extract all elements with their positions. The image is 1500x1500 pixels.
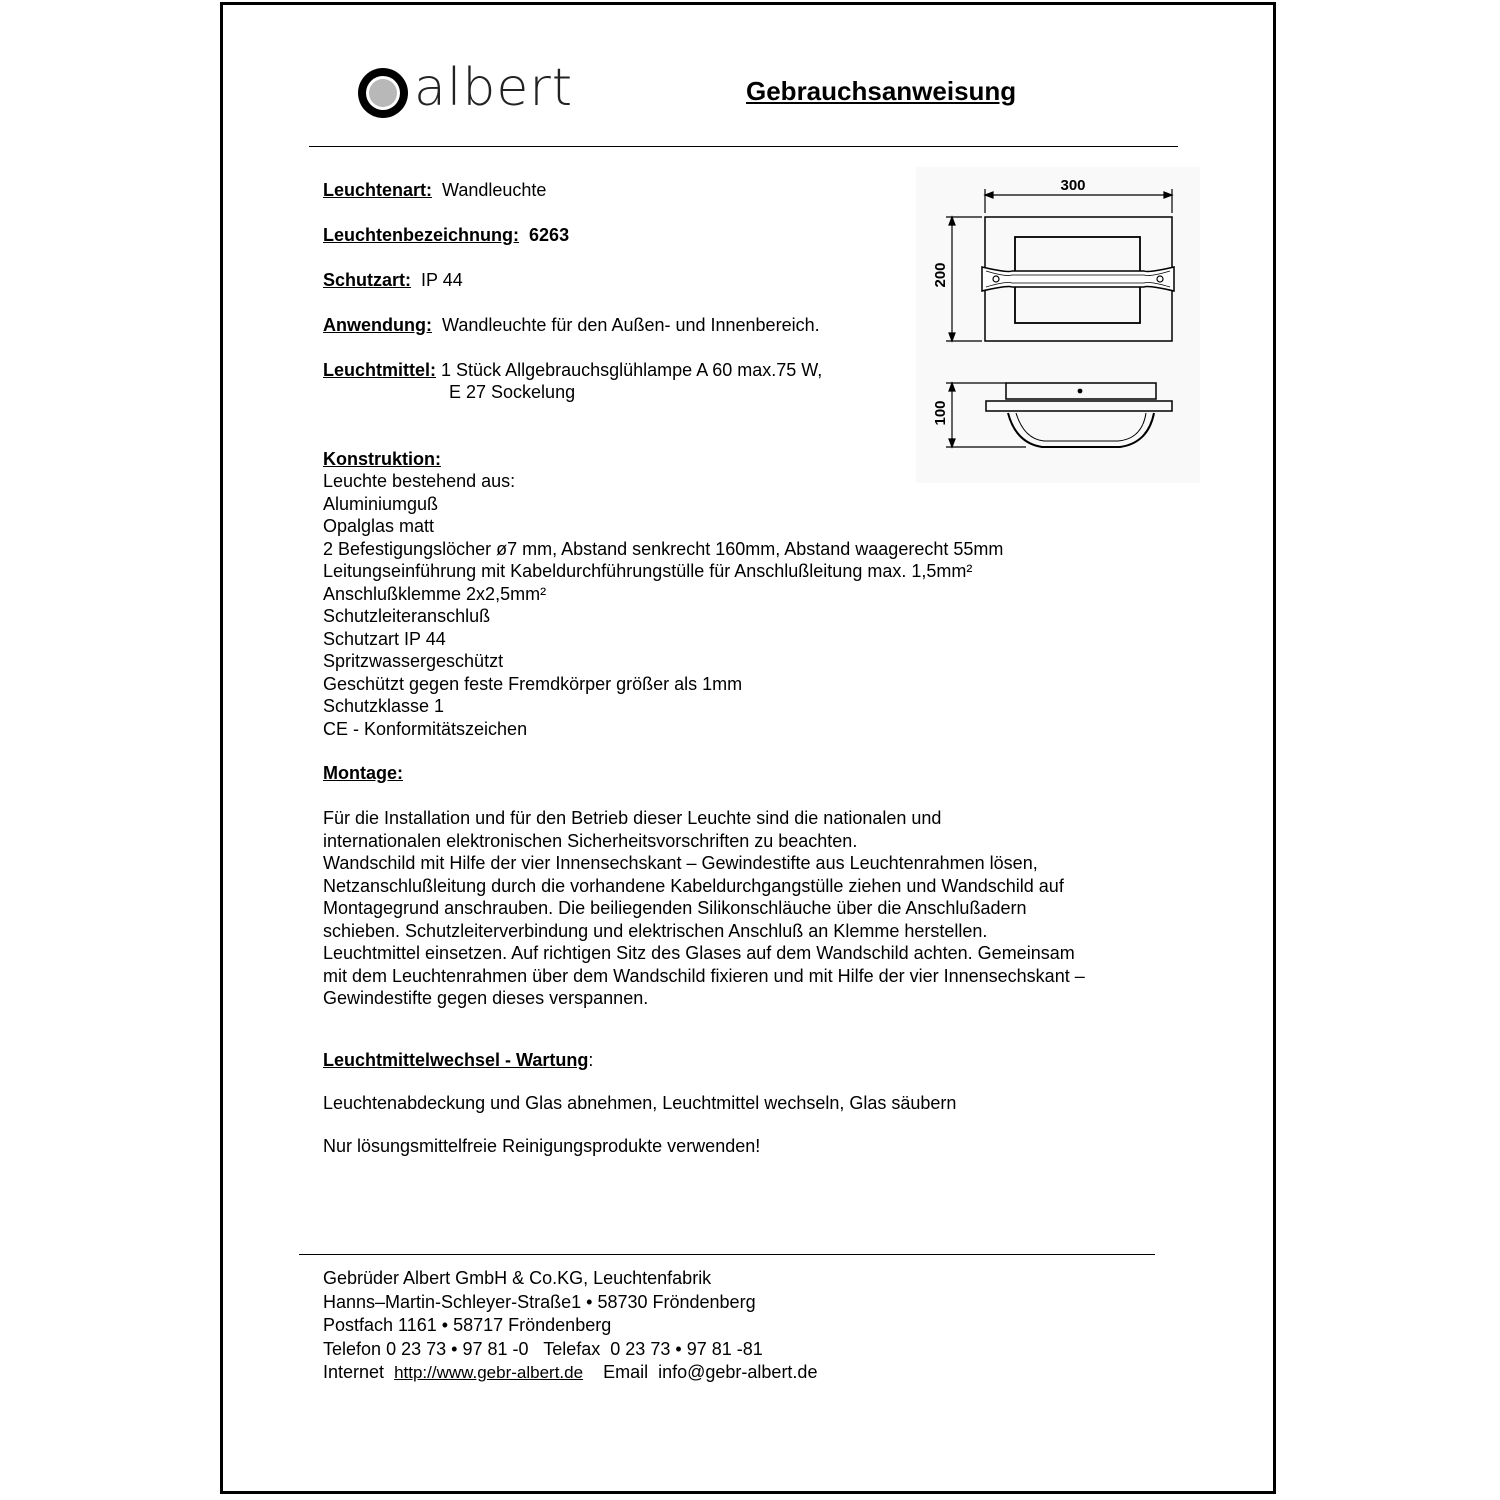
list-item: Opalglas matt: [323, 516, 435, 536]
spec-bezeichnung: [323, 224, 569, 247]
spec-label: Anwendung:: [323, 315, 432, 335]
spec-anwendung: [323, 314, 820, 337]
wartung-heading-label: Leuchtmittelwechsel - Wartung: [323, 1050, 589, 1070]
spec-schutzart: [323, 269, 463, 292]
telefon-suffix: 97 81 -0: [462, 1338, 529, 1359]
konstruktion-heading: Konstruktion:: [323, 449, 441, 469]
website-link[interactable]: http://www.gebr-albert.de: [394, 1363, 584, 1382]
list-item: Schutzleiteranschluß: [323, 606, 491, 626]
list-item: CE - Konformitätszeichen: [323, 718, 528, 739]
montage-text: [323, 807, 1085, 1010]
bullet-icon: •: [441, 1315, 449, 1335]
wartung-text-1: Leuchtenabdeckung und Glas abnehmen, Leuchtmittel wechseln, Glas säubern: [323, 1093, 957, 1113]
list-item: Spritzwassergeschützt: [323, 651, 504, 671]
list-item: Leuchte bestehend aus:: [323, 471, 516, 491]
footer-divider: [299, 1254, 1155, 1255]
spec-value: Wandleuchte für den Außen- und Innenbereich.: [442, 315, 820, 335]
paragraph-line: mit dem Leuchtenrahmen über dem Wandschild fixieren und mit Hilfe der vier Innensechskant –: [323, 965, 1085, 986]
spec-value: Wandleuchte: [442, 180, 547, 200]
list-item: Schutzart IP 44: [323, 628, 446, 649]
konstruktion-list: [323, 470, 1003, 740]
logo-wordmark: albert: [414, 58, 574, 118]
paragraph-line: Wandschild mit Hilfe der vier Innensechskant – Gewindestifte aus Leuchtenrahmen lösen,: [323, 853, 1038, 873]
list-item: Geschützt gegen feste Fremdkörper größer als 1mm: [323, 673, 743, 694]
spec-leuchtmittel: [323, 359, 822, 382]
street-line: [323, 1291, 817, 1315]
postfach-city: 58717 Fröndenberg: [453, 1315, 612, 1335]
email-label: Email: [603, 1362, 649, 1382]
paragraph-line: Leuchtmittel einsetzen. Auf richtigen Sitz des Glases auf dem Wandschild achten. Gemeinsam: [323, 943, 1075, 963]
street: Hanns–Martin-Schleyer-Straße1: [323, 1291, 582, 1312]
telefon-label: Telefon: [323, 1338, 382, 1359]
dimension-drawing: [916, 167, 1200, 483]
list-item: Anschlußklemme 2x2,5mm²: [323, 583, 547, 604]
telefon-prefix: 0 23 73: [386, 1338, 447, 1359]
dimension-width-label: 300: [1060, 177, 1086, 194]
postfach: Postfach 1161: [323, 1315, 437, 1335]
header-divider: [309, 146, 1178, 147]
spec-label: Schutzart:: [323, 270, 412, 290]
phone-line: [323, 1338, 817, 1362]
list-item: Schutzklasse 1: [323, 696, 445, 716]
dimension-depth-label: 100: [932, 400, 949, 426]
albert-logo-icon: [356, 66, 410, 120]
spec-label: Leuchtmittel:: [323, 360, 437, 380]
bullet-icon: •: [675, 1338, 682, 1359]
bullet-icon: •: [451, 1338, 458, 1359]
list-item: 2 Befestigungslöcher ø7 mm, Abstand senkrecht 160mm, Abstand waagerecht 55mm: [323, 538, 1004, 559]
bullet-icon: •: [586, 1291, 593, 1312]
paragraph-line: Gewindestifte gegen dieses verspannen.: [323, 988, 649, 1008]
wartung-heading-colon: :: [588, 1050, 594, 1070]
city: 58730 Fröndenberg: [597, 1291, 756, 1312]
paragraph-line: schieben. Schutzleiterverbindung und elektrischen Anschluß an Klemme herstellen.: [323, 920, 988, 941]
spec-value: IP 44: [421, 270, 463, 290]
paragraph-line: Netzanschlußleitung durch die vorhandene Kabeldurchgangstülle ziehen und Wandschild auf: [323, 875, 1064, 896]
footer-address: [323, 1267, 817, 1385]
postfach-line: [323, 1314, 817, 1338]
telefax-prefix: 0 23 73: [610, 1338, 671, 1359]
paragraph-line: internationalen elektronischen Sicherheitsvorschriften zu beachten.: [323, 830, 858, 851]
spec-value: 1 Stück Allgebrauchsglühlampe A 60 max.75 W,: [441, 360, 823, 380]
list-item: Aluminiumguß: [323, 493, 439, 514]
wartung-text-2: Nur lösungsmittelfreie Reinigungsprodukte verwenden!: [323, 1136, 761, 1156]
list-item: Leitungseinführung mit Kabeldurchführungstülle für Anschlußleitung max. 1,5mm²: [323, 561, 973, 581]
spec-label: Leuchtenbezeichnung:: [323, 225, 520, 245]
paragraph-line: Für die Installation und für den Betrieb dieser Leuchte sind die nationalen und: [323, 808, 942, 828]
telefax-suffix: 97 81 -81: [686, 1338, 763, 1359]
email-address[interactable]: info@gebr-albert.de: [658, 1362, 818, 1382]
technical-drawing: [916, 167, 1200, 483]
spec-label: Leuchtenart:: [323, 180, 433, 200]
spec-leuchtenart: [323, 179, 546, 202]
wartung-heading: [323, 1049, 593, 1072]
telefax-label: Telefax: [543, 1338, 601, 1359]
dimension-height-label: 200: [932, 262, 949, 288]
web-line: [323, 1361, 817, 1385]
montage-heading: Montage:: [323, 763, 403, 783]
company-name: Gebrüder Albert GmbH & Co.KG, Leuchtenfabrik: [323, 1268, 712, 1288]
spec-value: 6263: [529, 225, 570, 245]
internet-label: Internet: [323, 1362, 385, 1382]
paragraph-line: Montagegrund anschrauben. Die beiliegenden Silikonschläuche über die Anschlußadern: [323, 898, 1027, 918]
page-title: Gebrauchsanweisung: [746, 76, 1017, 106]
spec-leuchtmittel-line2: E 27 Sockelung: [449, 382, 576, 402]
